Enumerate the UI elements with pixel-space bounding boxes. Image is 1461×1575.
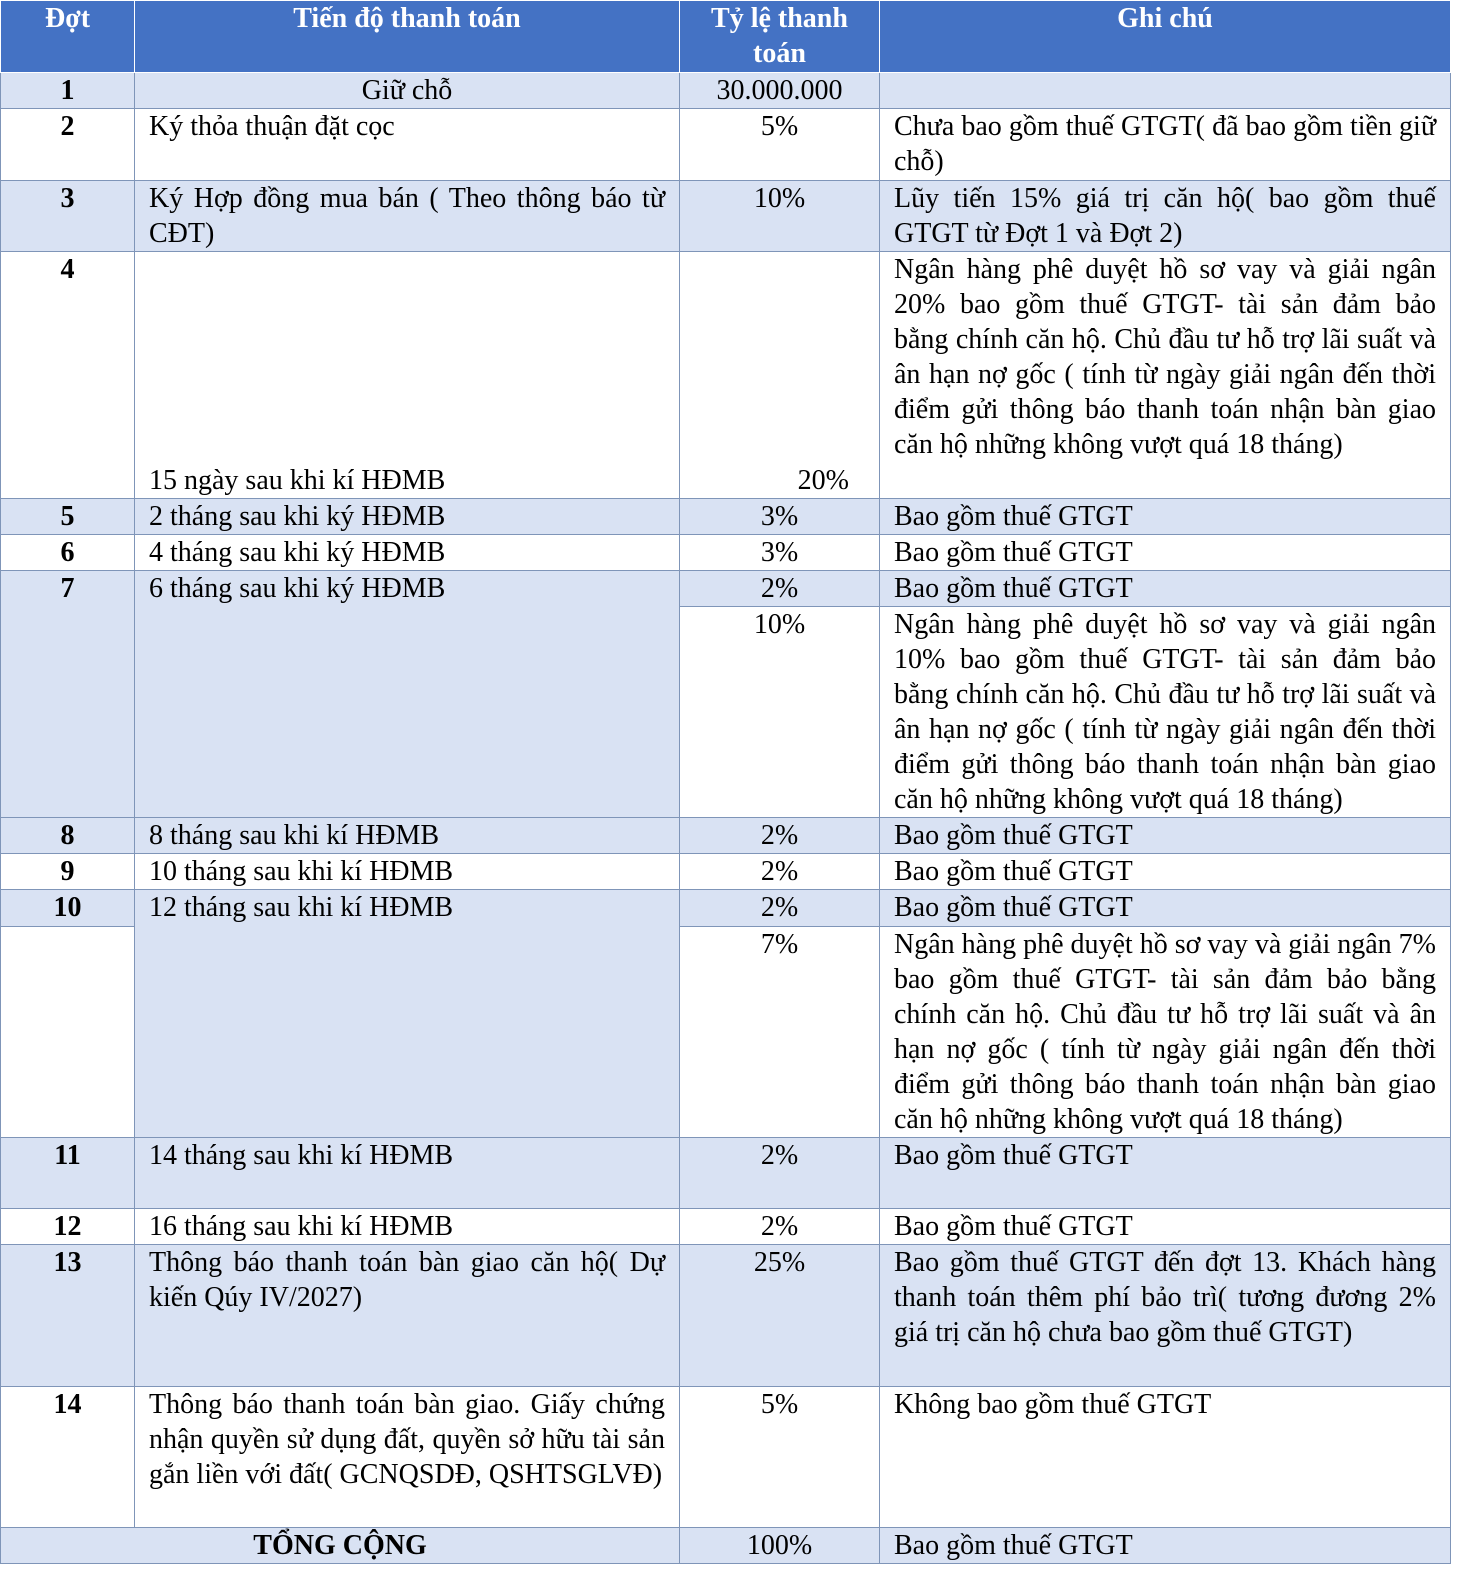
row-rate: 2% <box>680 818 880 854</box>
row-note: Ngân hàng phê duyệt hồ sơ vay và giải ngân 20% bao gồm thuế GTGT- tài sản đảm bảo bằng chính căn hộ. Chủ đầu tư hỗ trợ lãi suất và ân hạn nợ gốc ( tính từ ngày giải ngân đến thời điểm gửi thông báo thanh toán nhận bàn giao căn hộ những không vượt quá 18 tháng) <box>880 252 1451 499</box>
row-dot: 4 <box>1 252 135 499</box>
row-dot: 8 <box>1 818 135 854</box>
row-rate: 2% <box>680 890 880 927</box>
table-row <box>1 1209 1451 1245</box>
table-row <box>1 1387 1451 1528</box>
row-progress: 12 tháng sau khi kí HĐMB <box>135 890 680 1138</box>
row-note: Bao gồm thuế GTGT <box>880 818 1451 854</box>
row-note: Bao gồm thuế GTGT <box>880 890 1451 927</box>
table-row <box>1 1245 1451 1387</box>
row-rate: 2% <box>680 571 880 607</box>
row-rate: 2% <box>680 854 880 890</box>
table-row <box>1 252 1451 499</box>
row-rate: 5% <box>680 109 880 181</box>
row-progress: Ký thỏa thuận đặt cọc <box>135 109 680 181</box>
table-row <box>1 1138 1451 1209</box>
row-rate: 3% <box>680 499 880 535</box>
row-dot: 13 <box>1 1245 135 1387</box>
row-rate: 5% <box>680 1387 880 1528</box>
row-progress: 16 tháng sau khi kí HĐMB <box>135 1209 680 1245</box>
row-progress: 4 tháng sau khi ký HĐMB <box>135 535 680 571</box>
total-note: Bao gồm thuế GTGT <box>880 1528 1451 1564</box>
row-note-sub: Ngân hàng phê duyệt hồ sơ vay và giải ngân 10% bao gồm thuế GTGT- tài sản đảm bảo bằng chính căn hộ. Chủ đầu tư hỗ trợ lãi suất và ân hạn nợ gốc ( tính từ ngày giải ngân đến thời điểm gửi thông báo thanh toán nhận bàn giao căn hộ những không vượt quá 18 tháng) <box>880 607 1451 818</box>
header-rate: Tỷ lệ thanh toán <box>680 1 880 73</box>
row-note-sub: Ngân hàng phê duyệt hồ sơ vay và giải ngân 7% bao gồm thuế GTGT- tài sản đảm bảo bằng chính căn hộ. Chủ đầu tư hỗ trợ lãi suất và ân hạn nợ gốc ( tính từ ngày giải ngân đến thời điểm gửi thông báo thanh toán nhận bàn giao căn hộ những không vượt quá 18 tháng) <box>880 927 1451 1138</box>
row-progress: Thông báo thanh toán bàn giao. Giấy chứng nhận quyền sử dụng đất, quyền sở hữu tài sản gắn liền với đất( GCNQSDĐ, QSHTSGLVĐ) <box>135 1387 680 1528</box>
row-note: Không bao gồm thuế GTGT <box>880 1387 1451 1528</box>
table-row <box>1 890 1451 927</box>
row-dot: 10 <box>1 890 135 927</box>
row-progress: Thông báo thanh toán bàn giao căn hộ( Dự kiến Qúy IV/2027) <box>135 1245 680 1387</box>
row-rate: 25% <box>680 1245 880 1387</box>
row-progress: 14 tháng sau khi kí HĐMB <box>135 1138 680 1209</box>
row-dot: 5 <box>1 499 135 535</box>
row-dot: 6 <box>1 535 135 571</box>
table-row <box>1 499 1451 535</box>
row-rate-sub: 10% <box>680 607 880 818</box>
row-progress: 10 tháng sau khi kí HĐMB <box>135 854 680 890</box>
row-rate: 10% <box>680 181 880 252</box>
row-dot: 14 <box>1 1387 135 1528</box>
row-note: Bao gồm thuế GTGT đến đợt 13. Khách hàng thanh toán thêm phí bảo trì( tương đương 2% giá trị căn hộ chưa bao gồm thuế GTGT) <box>880 1245 1451 1387</box>
row-dot: 9 <box>1 854 135 890</box>
total-rate: 100% <box>680 1528 880 1564</box>
table-row <box>1 109 1451 181</box>
header-note: Ghi chú <box>880 1 1451 73</box>
row-rate: 2% <box>680 1209 880 1245</box>
table-row <box>1 854 1451 890</box>
row-progress: 8 tháng sau khi kí HĐMB <box>135 818 680 854</box>
table-row <box>1 571 1451 607</box>
row-rate: 2% <box>680 1138 880 1209</box>
row-dot: 11 <box>1 1138 135 1209</box>
row-progress: Giữ chỗ <box>135 73 680 109</box>
row-note <box>880 73 1451 109</box>
table-row <box>1 818 1451 854</box>
row-note: Chưa bao gồm thuế GTGT( đã bao gồm tiền giữ chỗ) <box>880 109 1451 181</box>
total-label: TỔNG CỘNG <box>1 1528 680 1564</box>
row-progress: Ký Hợp đồng mua bán ( Theo thông báo từ CĐT) <box>135 181 680 252</box>
row-note: Lũy tiến 15% giá trị căn hộ( bao gồm thuế GTGT từ Đợt 1 và Đợt 2) <box>880 181 1451 252</box>
total-row <box>1 1528 1451 1564</box>
row-progress: 15 ngày sau khi kí HĐMB <box>135 252 680 499</box>
row-dot: 2 <box>1 109 135 181</box>
table-row <box>1 73 1451 109</box>
row-dot: 12 <box>1 1209 135 1245</box>
header-progress: Tiến độ thanh toán <box>135 1 680 73</box>
row-rate: 3% <box>680 535 880 571</box>
row-rate: 30.000.000 <box>680 73 880 109</box>
table-row <box>1 181 1451 252</box>
row-note: Bao gồm thuế GTGT <box>880 535 1451 571</box>
row-dot: 3 <box>1 181 135 252</box>
row-dot: 7 <box>1 571 135 818</box>
header-dot: Đợt <box>1 1 135 73</box>
empty-cell <box>1 927 135 1138</box>
row-note: Bao gồm thuế GTGT <box>880 499 1451 535</box>
row-note: Bao gồm thuế GTGT <box>880 854 1451 890</box>
row-rate-sub: 7% <box>680 927 880 1138</box>
row-progress: 2 tháng sau khi ký HĐMB <box>135 499 680 535</box>
row-note: Bao gồm thuế GTGT <box>880 571 1451 607</box>
row-progress: 6 tháng sau khi ký HĐMB <box>135 571 680 818</box>
row-rate: 20% <box>680 252 880 499</box>
table-row <box>1 535 1451 571</box>
row-dot: 1 <box>1 73 135 109</box>
table-header-row <box>1 1 1451 73</box>
row-note: Bao gồm thuế GTGT <box>880 1138 1451 1209</box>
row-note: Bao gồm thuế GTGT <box>880 1209 1451 1245</box>
